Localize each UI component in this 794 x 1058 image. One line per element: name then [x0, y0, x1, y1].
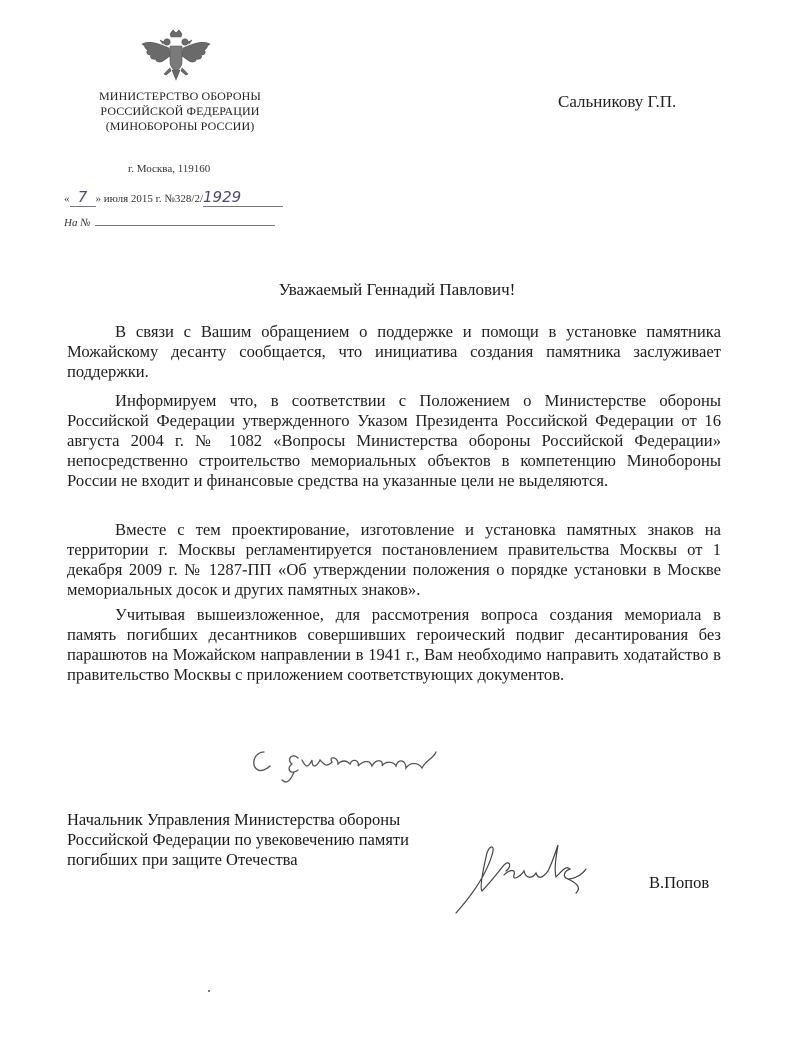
paragraph-2: Информируем что, в соответствии с Положением о Министерстве обороны Российской Федерации утвержденного Указом Президента Российской Федерации от 16 августа 2004 г. № 1082 «Вопросы Министерства обороны Российской Федерации» непосредственно строительство мемориальных объектов в компетенцию Минобороны России не входит и финансовые средства на указанные цели не выделяются.: [67, 391, 721, 490]
signatory-title-line-1: Начальник Управления Министерства обороны: [67, 810, 401, 829]
addressee: Сальникову Г.П.: [558, 92, 677, 111]
outgoing-number: 1929: [203, 188, 283, 207]
scan-artifact-dot: [208, 990, 210, 992]
emblem-eagle-icon: [136, 28, 216, 92]
ministry-name-line-3: (МИНОБОРОНЫ РОССИИ): [105, 119, 255, 133]
ministry-name-line-2: РОССИЙСКОЙ ФЕДЕРАЦИИ: [100, 104, 260, 118]
outgoing-number-prefix: №328/2/: [164, 193, 204, 205]
date-day: 7: [70, 188, 96, 207]
handwritten-closing: [246, 738, 456, 786]
handwritten-signature: [452, 835, 602, 915]
letterhead-city: г. Москва, 119160: [128, 163, 211, 175]
outgoing-date-number: « 7 » июля 2015 г. №328/2/1929: [64, 188, 294, 210]
paragraph-1: В связи с Вашим обращением о поддержке и помощи в установке памятника Можайскому десанту сообщается, что инициатива создания памятника заслуживает поддержки.: [67, 322, 721, 381]
ministry-name-line-1: МИНИСТЕРСТВО ОБОРОНЫ: [99, 89, 261, 103]
paragraph-4: Учитывая вышеизложенное, для рассмотрения вопроса создания мемориала в память погибших десантников совершивших героический подвиг десантирования без парашютов на Можайском направлении в 1941 г., Вам необходимо направить ходатайство в правительство Москвы с приложением соответствующих документов.: [67, 605, 721, 684]
reference-number-line: На №: [64, 217, 284, 229]
signatory-title-line-3: погибших при защите Отечества: [67, 850, 298, 869]
signatory-name: В.Попов: [649, 873, 710, 892]
salutation: Уважаемый Геннадий Павлович!: [278, 280, 516, 299]
date-month-year: июля 2015 г.: [103, 193, 162, 205]
signatory-title-line-2: Российской Федерации по увековечению памяти: [67, 830, 409, 849]
paragraph-3: Вместе с тем проектирование, изготовление и установка памятных знаков на территории г. Москвы регламентируется постановлением правительства Москвы от 1 декабря 2009 г. № 1287-ПП «Об утверждении положения о порядке установки в Москве мемориальных досок и других памятных знаков».: [67, 520, 721, 599]
